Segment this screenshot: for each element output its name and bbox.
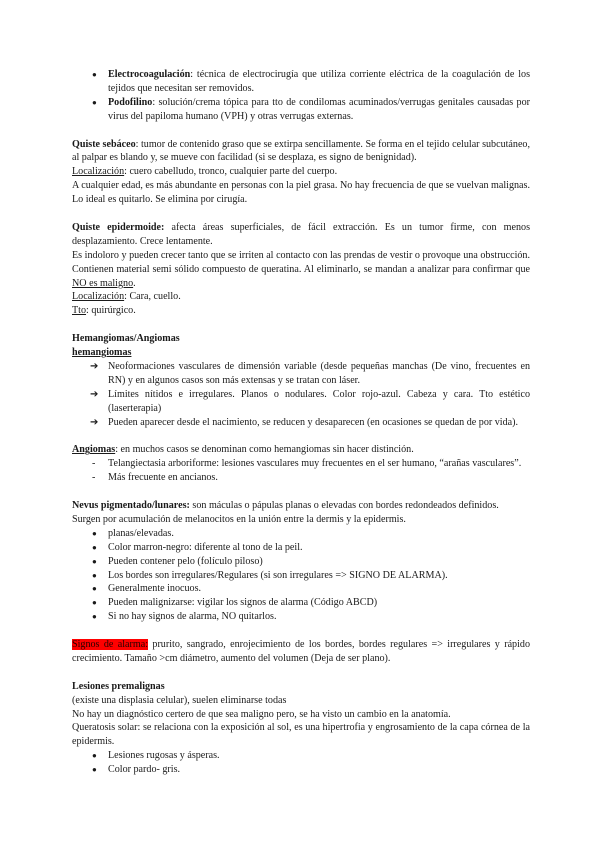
list-item: - Telangiectasia arboriforme: lesiones vasculares muy frecuentes en el ser humano, “arañas vasculares”. [92, 458, 522, 470]
localizacion-line: Localización: Cara, cuello. [72, 291, 181, 303]
hemangiomas-list [72, 360, 530, 430]
list-item: - Más frecuente en ancianos. [92, 472, 218, 484]
paragraph: Queratosis solar: se relaciona con la exposición al sol, es una hipertrofia y engrosamiento de la capa córnea de la epidermis. [72, 722, 530, 748]
nevus-paragraph: Nevus pigmentado/lunares: son máculas o pápulas planas o elevadas con bordes redondeados definidos. [72, 500, 499, 512]
list-item: ● Los bordes son irregulares/Regulares (si son irregulares => SIGNO DE ALARMA). [92, 569, 448, 581]
bullet-icon: ● [92, 570, 97, 580]
section-heading: Lesiones premalignas [72, 680, 165, 692]
quiste-sebaceo-paragraph: Quiste sebáceo: tumor de contenido graso que se extirpa sencillamente. Se forma en el tejido celular subcutáneo, al palpar es blando y, se mueve con facilidad (si se desplaza, es signo de benignidad). [72, 138, 531, 164]
arrow-icon: ➔ [90, 416, 99, 428]
localizacion-line: Localización: cuero cabelludo, tronco, cualquier parte del cuerpo. [72, 166, 338, 178]
paragraph: No hay un diagnóstico certero de que sea maligno pero, se ha visto un cambio en la anatomía. [72, 708, 451, 720]
list-item: ● Pueden malignizarse: vigilar los signos de alarma (Código ABCD) [92, 597, 378, 609]
tto-line: Tto: quirúrgico. [72, 305, 136, 317]
angiomas-list [72, 457, 530, 485]
paragraph: (existe una displasia celular), suelen eliminarse todas [72, 694, 287, 706]
term: Podofilino [108, 96, 153, 108]
highlighted-label: Signos de alarma: [72, 639, 149, 651]
bullet-icon: ● [92, 542, 97, 552]
bullet-icon: ● [92, 556, 97, 566]
list-item: ➔ Límites nítidos e irregulares. Planos o nodulares. Color rojo-azul. Cabeza y cara. Tto estético (laserterapia) [90, 388, 530, 414]
list-item: ● Electrocoagulación: técnica de electrocirugía que utiliza corriente eléctrica de la coagulación de los tejidos que necesitan ser removidos. [92, 69, 530, 94]
bullet-icon: ● [92, 765, 97, 775]
list-item: ● planas/elevadas. [92, 527, 174, 539]
arrow-icon: ➔ [90, 360, 99, 372]
term: Quiste sebáceo [72, 138, 136, 150]
list-item: ● Podofilino: solución/crema tópica para tto de condilomas acuminados/verrugas genitales causadas por virus del papiloma humano (VPH) y otras verrugas externas. [92, 96, 530, 122]
angiomas-paragraph: Angiomas: en muchos casos se denominan como hemangiomas sin hacer distinción. [72, 444, 414, 456]
term: Quiste epidermoide: [72, 221, 165, 233]
list-item: ● Generalmente inocuos. [92, 583, 202, 595]
bullet-icon: ● [92, 612, 97, 622]
nevus-list [72, 527, 530, 624]
dash-icon: - [92, 458, 96, 470]
paragraph: Es indoloro y pueden crecer tanto que se irriten al contacto con las prendas de vestir o provoque una obstrucción. Contienen material semi sólido compuesto de queratina. Al eliminarlo, se mandan a analizar para confirmar que NO es maligno. [72, 249, 530, 289]
bullet-icon: ● [92, 97, 97, 107]
term: Electrocoagulación [108, 69, 191, 80]
term: Nevus pigmentado/lunares: [72, 500, 190, 512]
bullet-icon: ● [92, 598, 97, 608]
list-item: ● Si no hay signos de alarma, NO quitarlos. [92, 611, 277, 623]
bullet-icon: ● [92, 528, 97, 538]
bullet-icon: ● [92, 70, 97, 79]
list-item: ➔ Neoformaciones vasculares de dimensión variable (desde pequeñas manchas (De vino, frecuentes en RN) y en algunos casos son más extensas y se tratan con láser. [90, 360, 530, 386]
list-item: ➔ Pueden aparecer desde el nacimiento, se reducen y desaparecen (en ocasiones se quedan de por vida). [90, 416, 519, 428]
section-heading: Hemangiomas/Angiomas [72, 333, 180, 345]
list-item: ● Lesiones rugosas y ásperas. [92, 750, 220, 762]
list-item: ● Pueden contener pelo (folículo piloso) [92, 555, 263, 567]
paragraph: Surgen por acumulación de melanocitos en la unión entre la dermis y la epidermis. [72, 513, 406, 525]
bullet-icon: ● [92, 584, 97, 594]
quiste-epidermoide-paragraph: Quiste epidermoide: afecta áreas superficiales, de fácil extracción. Es un tumor firme, con menos desplazamiento. Crece lentamente. [72, 221, 531, 247]
dash-icon: - [92, 472, 96, 484]
top-bullet-list [72, 68, 530, 124]
signos-alarma-paragraph: Signos de alarma: prurito, sangrado, enrojecimiento de los bordes, bordes regulares => irregulares y rápido crecimiento. Tamaño >cm diámetro, aumento del volumen (Deja de ser plano). [72, 639, 530, 664]
bullet-icon: ● [92, 751, 97, 761]
list-item: ● Color marron-negro: diferente al tono de la peil. [92, 541, 303, 553]
list-item: ● Color pardo- gris. [92, 764, 181, 776]
premalignas-list [72, 749, 530, 777]
arrow-icon: ➔ [90, 388, 99, 400]
paragraph: A cualquier edad, es más abundante en personas con la piel grasa. No hay frecuencia de que se vuelvan malignas. Lo ideal es quitarlo. Se elimina por cirugía. [72, 180, 530, 206]
section-subheading: hemangiomas [72, 347, 132, 359]
